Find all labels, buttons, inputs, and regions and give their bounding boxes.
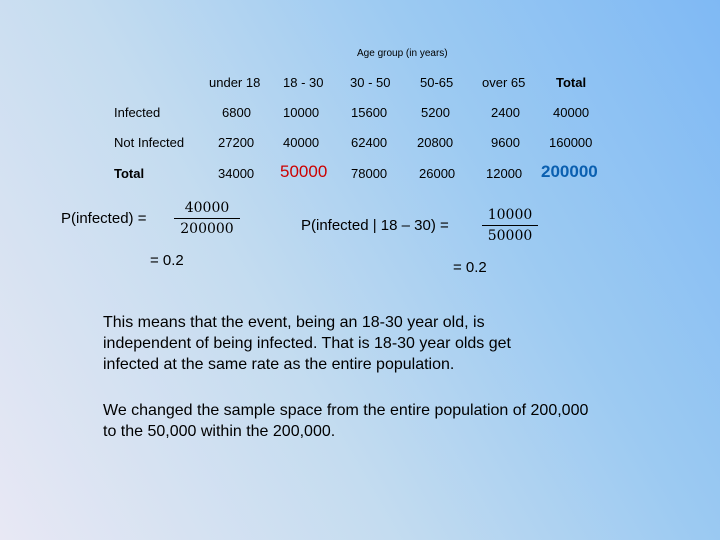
col-header-total: Total [556, 75, 587, 90]
col-header-50-65: 50-65 [420, 75, 454, 90]
table-cell: 27200 [218, 135, 255, 150]
table-cell: 10000 [283, 105, 320, 120]
col-header-under-18: under 18 [209, 75, 261, 90]
formula-right-denominator: 50000 [487, 228, 533, 244]
table-cell: 15600 [351, 105, 388, 120]
table-cell: 34000 [218, 166, 255, 181]
table-cell: 160000 [549, 135, 593, 150]
col-header-18-30: 18 - 30 [283, 75, 324, 90]
table-cell: 40000 [283, 135, 320, 150]
formula-right-result: = 0.2 [453, 259, 487, 276]
table-cell: 26000 [419, 166, 456, 181]
table-cell: 78000 [351, 166, 388, 181]
col-header-30-50: 30 - 50 [350, 75, 391, 90]
formula-right-label: P(infected | 18 – 30) = [301, 217, 449, 234]
formula-left-denominator: 200000 [180, 221, 234, 237]
formula-left-label: P(infected) = [61, 210, 147, 227]
col-header-over-65: over 65 [482, 75, 526, 90]
formula-left-fraction [174, 200, 240, 237]
table-cell: 62400 [351, 135, 388, 150]
table-cell: 12000 [486, 166, 523, 181]
table-cell: 20800 [417, 135, 454, 150]
row-label-total: Total [114, 166, 145, 181]
table-caption: Age group (in years) [357, 48, 448, 59]
table-cell: 5200 [421, 105, 450, 120]
table-cell: 9600 [491, 135, 520, 150]
highlighted-grand-total: 200000 [541, 162, 598, 181]
explanation-paragraph-1: This means that the event, being an 18-30 year old, is independent of being infected. That is 18-30 year olds get infected at the same rate as the entire population. [103, 314, 511, 373]
table-cell: 2400 [491, 105, 520, 120]
table-cell: 40000 [553, 105, 590, 120]
formula-left-numerator: 40000 [184, 200, 230, 216]
highlighted-total-18-30: 50000 [280, 162, 328, 181]
table-cell: 6800 [222, 105, 251, 120]
formula-right-numerator: 10000 [487, 207, 533, 223]
explanation-paragraph-2: We changed the sample space from the entire population of 200,000 to the 50,000 within the 200,000. [103, 402, 589, 440]
formula-right-fraction [482, 207, 538, 244]
row-label-infected: Infected [114, 105, 161, 120]
row-label-not-infected: Not Infected [114, 135, 185, 150]
formula-left-result: = 0.2 [150, 252, 184, 269]
